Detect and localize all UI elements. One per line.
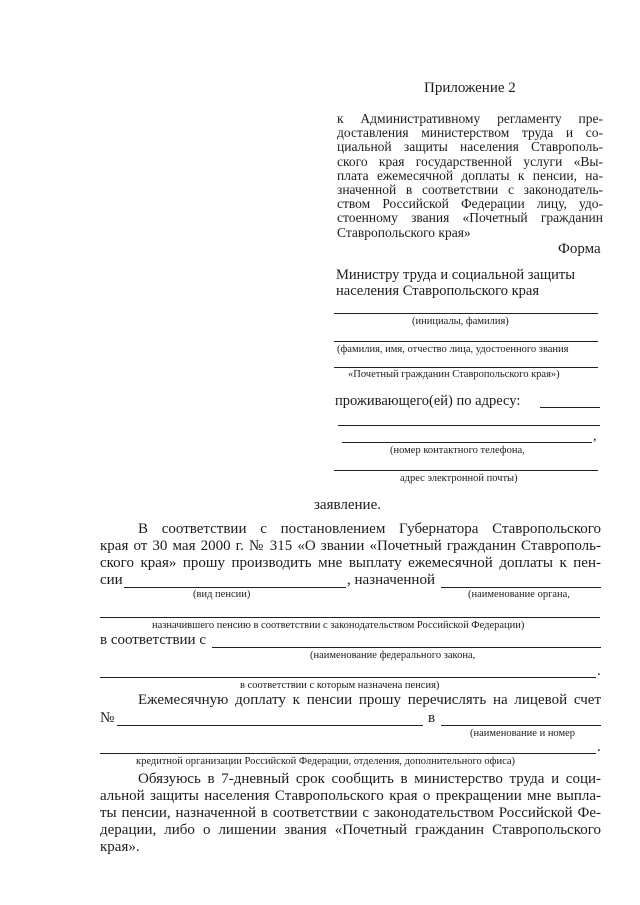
appendix-line: Ставропольского края» xyxy=(337,224,471,240)
paragraph-line: В соответствии с постановлением Губернатора Ставропольского xyxy=(138,521,601,537)
caption-organ-cont: назначившего пенсию в соответствии с законодательством Российской Федерации) xyxy=(152,620,525,631)
account-line[interactable] xyxy=(117,725,423,726)
caption-bank: (наименование и номер xyxy=(470,728,576,739)
form-label: Форма xyxy=(558,241,601,257)
fio-line[interactable] xyxy=(334,341,598,342)
caption-phone: (номер контактного телефона, xyxy=(390,445,525,456)
organ-line-cont[interactable] xyxy=(100,617,600,618)
caption-pension-type: (вид пенсии) xyxy=(193,589,251,600)
contact-line[interactable] xyxy=(334,470,598,471)
law-period: . xyxy=(597,663,601,679)
paragraph-line: дерации, либо о лишении звания «Почетный гражданин Ставропольского xyxy=(100,822,601,838)
caption-law: (наименование федерального закона, xyxy=(310,650,476,661)
addressee-line1: Министру труда и социальной защиты xyxy=(336,267,575,283)
according-label: в соответствии с xyxy=(100,632,206,648)
pension-word: сии xyxy=(100,572,123,588)
appendix-line: доставления министерством труда и со- xyxy=(337,125,603,141)
paragraph-line: ского края» прошу производить мне выплату ежемесячной доплаты к пен- xyxy=(100,555,601,571)
addressee-line2: населения Ставропольского края xyxy=(336,283,540,299)
caption-bank-cont: кредитной организации Российской Федерации, отделения, дополнительного офиса) xyxy=(136,756,516,767)
bank-period: . xyxy=(597,739,601,755)
appendix-line: циальной защиты населения Ставрополь- xyxy=(337,139,603,155)
in-word: в xyxy=(428,710,436,726)
address-line-2[interactable] xyxy=(338,425,600,426)
caption-fio: (фамилия, имя, отчество лица, удостоенного звания xyxy=(337,344,569,355)
paragraph-line: края от 30 мая 2000 г. № 315 «О звании «Почетный гражданин Ставрополь- xyxy=(100,538,601,554)
bank-line[interactable] xyxy=(441,725,601,726)
address-comma: , xyxy=(593,429,597,444)
pension-type-line[interactable] xyxy=(124,587,346,588)
residing-label: проживающего(ей) по адресу: xyxy=(335,393,521,409)
address-line-3[interactable] xyxy=(342,442,592,443)
title-line[interactable] xyxy=(334,367,598,368)
initials-line[interactable] xyxy=(334,313,598,314)
paragraph-line: Обязуюсь в 7-дневный срок сообщить в министерство труда и соци- xyxy=(138,771,601,787)
appendix-line: плата ежемесячной доплаты к пенсии, на- xyxy=(337,167,603,183)
caption-initials: (инициалы, фамилия) xyxy=(412,316,509,327)
caption-law-cont: в соответствии с которым назначена пенсия) xyxy=(240,680,440,691)
statement-heading: заявление. xyxy=(314,497,381,513)
appendix-reference xyxy=(337,112,603,240)
appendix-line: ством Российской Федерации лицу, удо- xyxy=(337,196,603,212)
appendix-line: значенной в соответствии с законодатель- xyxy=(337,182,603,198)
caption-email: адрес электронной почты) xyxy=(400,473,518,484)
paragraph-line: Ежемесячную доплату к пенсии прошу перечислять на лицевой счет xyxy=(138,692,601,708)
caption-title: «Почетный гражданин Ставропольского края») xyxy=(348,369,560,380)
appendix-line: стоенному звания «Почетный гражданин xyxy=(337,210,603,226)
number-sign: № xyxy=(100,710,115,726)
appendix-line: ского края государственной услуги «Вы- xyxy=(337,153,603,169)
law-line-cont[interactable] xyxy=(100,677,596,678)
paragraph-line: ты пенсии, назначенной в соответствии с законодательством Российской Фе- xyxy=(100,805,601,821)
law-line[interactable] xyxy=(212,647,601,648)
address-line-1[interactable] xyxy=(540,407,600,408)
organ-line[interactable] xyxy=(441,587,601,588)
paragraph-line: альной защиты населения Ставропольского края о прекращении мне выпла- xyxy=(100,788,601,804)
caption-organ: (наименование органа, xyxy=(468,589,570,600)
appendix-title: Приложение 2 xyxy=(424,80,516,96)
paragraph-line: края». xyxy=(100,839,140,855)
assigned-label: , назначенной xyxy=(347,572,435,588)
bank-line-cont[interactable] xyxy=(100,753,596,754)
appendix-line: к Административному регламенту пре- xyxy=(337,111,603,126)
